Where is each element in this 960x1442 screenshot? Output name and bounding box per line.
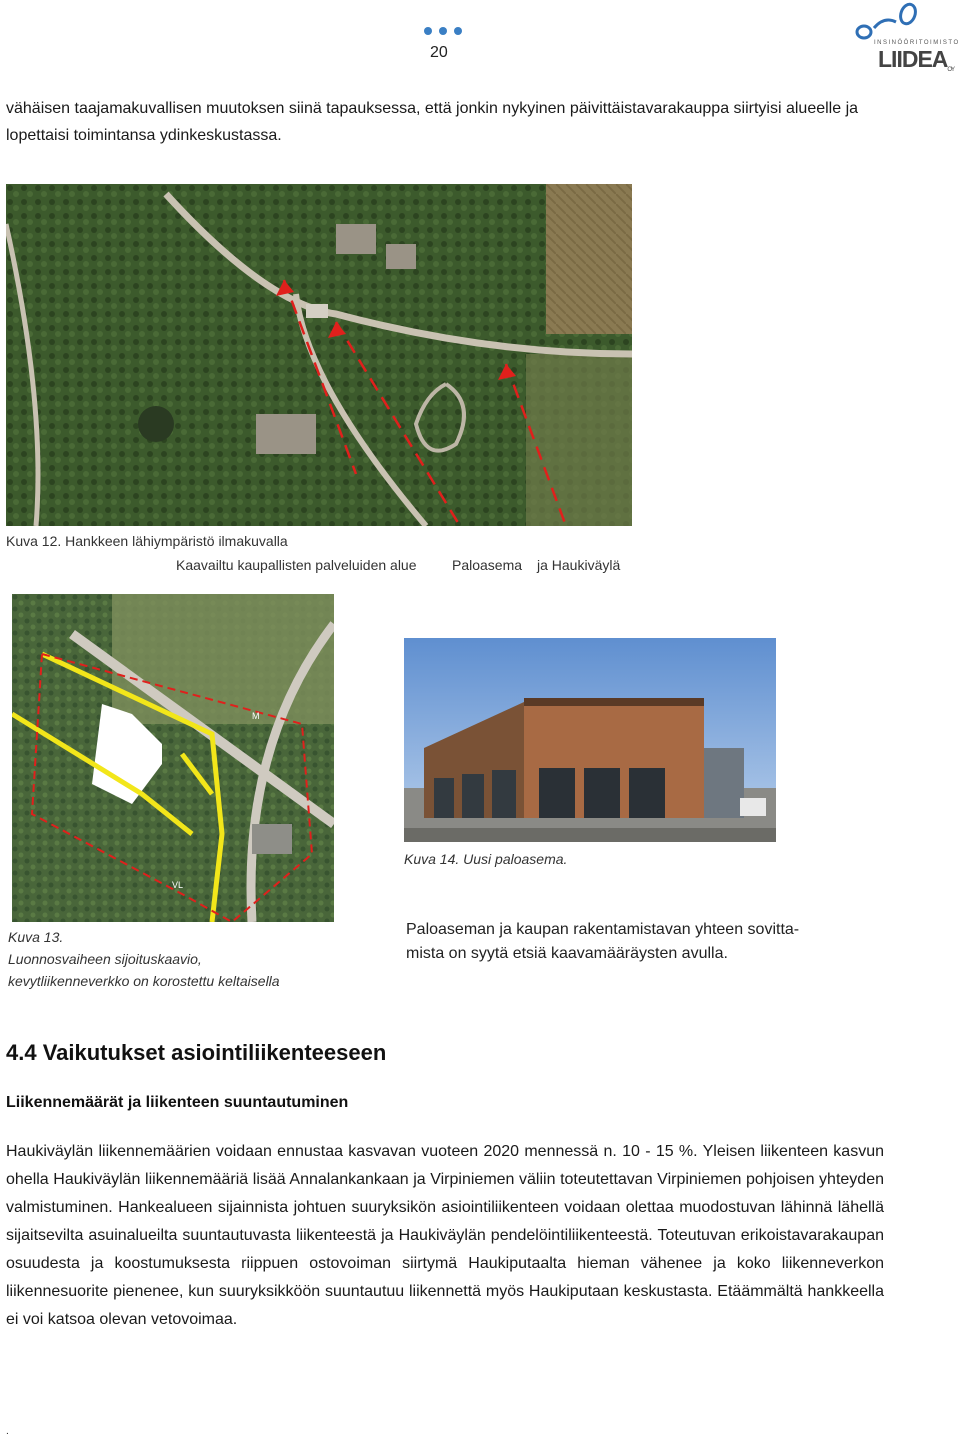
side-note [406, 918, 876, 966]
logo-mark-icon [852, 2, 960, 42]
map-label-m: M [252, 711, 260, 721]
fire-station-photo-figure-14 [404, 638, 776, 842]
figure-13-caption-line2: kevytliikenneverkko on korostettu keltaisella [8, 973, 280, 989]
section-heading: 4.4 Vaikutukset asiointiliikenteeseen [6, 1040, 387, 1065]
figure-13-caption-title: Kuva 13. [8, 929, 64, 945]
logo-name: LIIDEA [878, 46, 948, 72]
figure-14-caption: Kuva 14. Uusi paloasema. [404, 851, 568, 867]
figure-12-label-area: Kaavailtu kaupallisten palveluiden alue [176, 557, 417, 573]
site-plan-map-figure-13 [12, 594, 334, 922]
intro-paragraph: vähäisen taajamakuvallisen muutoksen siinä tapauksessa, että jonkin nykyinen päivittäistavarakauppa siirtyisi alueelle ja lopettaisi toimintansa ydinkeskustassa. [6, 100, 859, 144]
logo-subtitle: INSINÖÖRITOIMISTO [874, 40, 960, 46]
footer-mark: . [6, 1426, 9, 1437]
side-note-line1: Paloaseman ja kaupan rakentamistavan yhteen sovitta- [406, 921, 800, 938]
logo-wordmark [878, 46, 954, 73]
figure-12-label-station: Paloasema [452, 557, 523, 573]
aerial-photo-figure-12 [6, 184, 632, 526]
company-logo [852, 2, 960, 73]
logo-suffix: OY [947, 67, 955, 73]
figure-13-caption-line1: Luonnosvaiheen sijoituskaavio, [8, 951, 202, 967]
section-subheading: Liikennemäärät ja liikenteen suuntautuminen [6, 1094, 349, 1111]
figure-12-caption: Kuva 12. Hankkeen lähiympäristö ilmakuvalla [6, 533, 288, 549]
header-dots-icon [424, 27, 464, 37]
map-label-vl: VL [172, 880, 184, 890]
figure-12-label-road: ja Haukiväylä [537, 557, 621, 573]
page-number: 20 [430, 44, 448, 61]
side-note-line2: mista on syytä etsiä kaavamääräysten avulla. [406, 945, 728, 962]
section-paragraph: Haukiväylän liikennemäärien voidaan ennustaa kasvavan vuoteen 2020 mennessä n. 10 - 15 %. Yleisen liikenteen kasvun ohella Haukiväylän liikennemääriä lisää Annalankankaan ja Virpiniemen väliin toteutettavan Virpiniemen pohjoisen yhteyden valmistuminen. Hankealueen sijainnista johtuen suuryksikön asiointiliikenteen voidaan olettaa muodostuvan lähinnä lähellä sijaitsevilta asuinalueilta suuntautuvasta liikenteestä ja Haukiväylän pendelöintiliikenteestä. Toteutuvan erikoistavarakaupan osuudesta ja koostumuksesta riippuen ostovoiman siirtymä Haukiputaalta hieman vähenee ja koko liikenneverkon liikennesuorite pienenee, kun suuryksikköön suuntautuu liikennettä myös Haukiputaan keskustasta. Etäämmältä hankkeella ei voi katsoa olevan vetovoimaa. [6, 1143, 884, 1328]
